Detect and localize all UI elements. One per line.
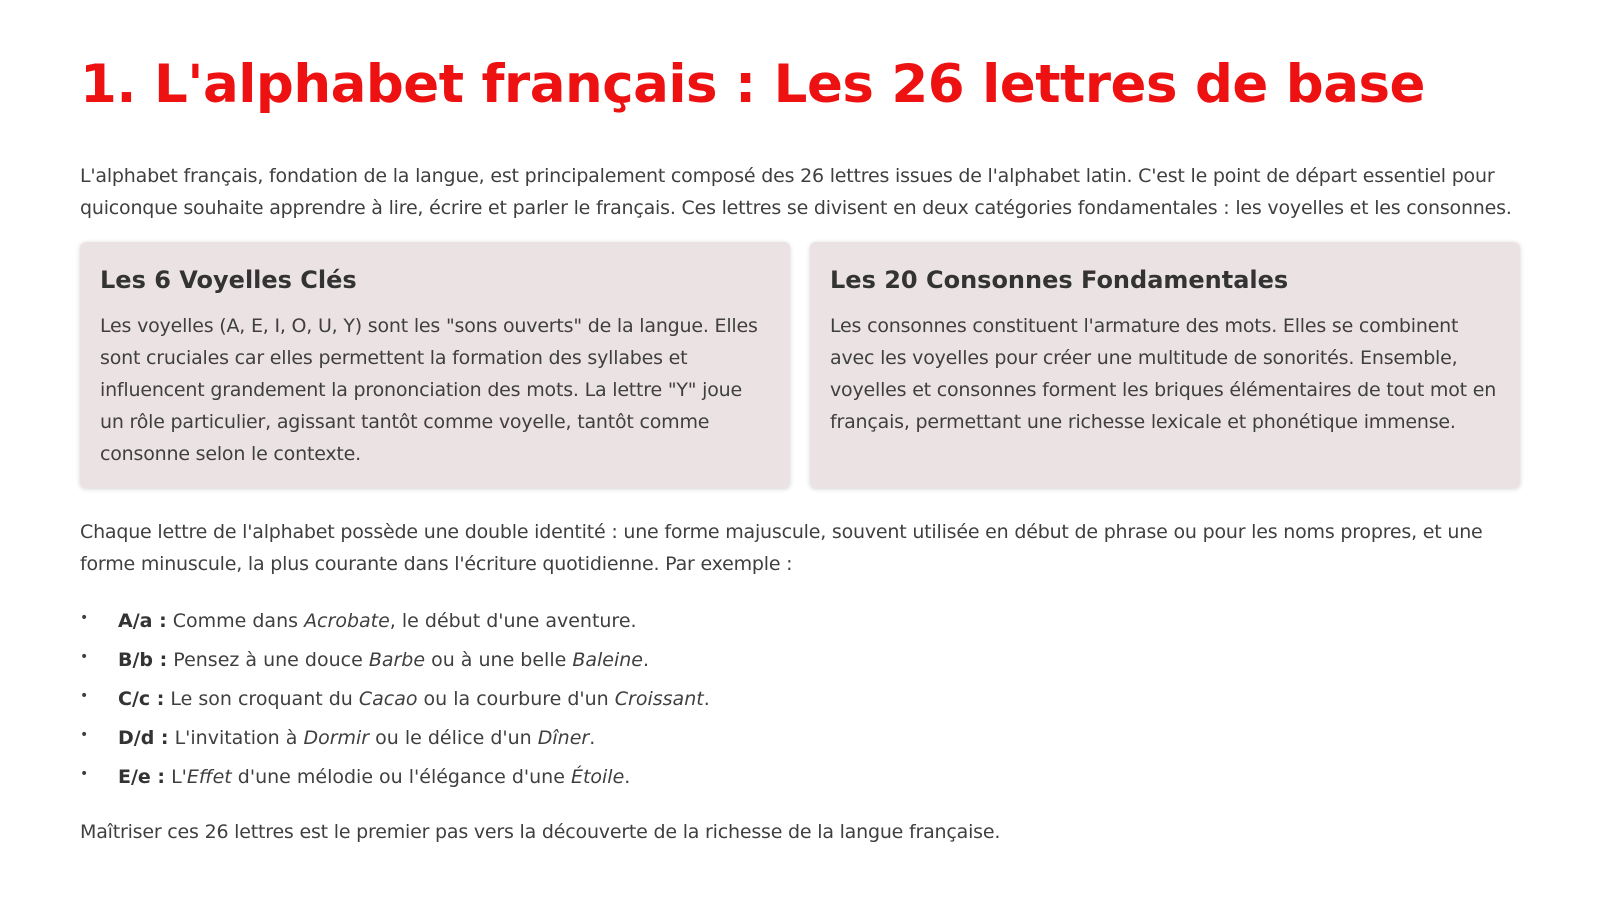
example-text: Le son croquant du xyxy=(164,688,359,710)
list-item xyxy=(80,719,1520,758)
example-word: Acrobate xyxy=(304,610,390,632)
card-vowels-title: Les 6 Voyelles Clés xyxy=(100,266,357,294)
example-word: Croissant xyxy=(614,688,704,710)
bullet-icon: • xyxy=(80,766,89,782)
example-text: ou à une belle xyxy=(425,649,573,671)
example-text: ou le délice d'un xyxy=(369,727,538,749)
page-title: 1. L'alphabet français : Les 26 lettres de base xyxy=(80,54,1426,115)
list-item xyxy=(80,758,1520,797)
list-item xyxy=(80,602,1520,641)
closing-paragraph: Maîtriser ces 26 lettres est le premier pas vers la découverte de la richesse de la langue française. xyxy=(80,821,1001,843)
example-key: C/c : xyxy=(118,688,165,710)
example-word: Dîner xyxy=(537,727,590,749)
list-item xyxy=(80,641,1520,680)
card-vowels xyxy=(80,242,790,488)
bullet-icon: • xyxy=(80,649,89,665)
example-text: . xyxy=(589,727,596,749)
card-consonants xyxy=(810,242,1520,488)
example-text: . xyxy=(624,766,631,788)
example-key: A/a : xyxy=(118,610,167,632)
example-word: Étoile xyxy=(570,766,625,788)
example-word: Barbe xyxy=(368,649,426,671)
example-word: Cacao xyxy=(358,688,418,710)
example-text: Comme dans xyxy=(166,610,305,632)
example-key: B/b : xyxy=(118,649,168,671)
bullet-icon: • xyxy=(80,727,89,743)
card-consonants-text: Les consonnes constituent l'armature des mots. Elles se combinent avec les voyelles pour créer une multitude de sonorités. Ensemble, voyelles et consonnes forment les briques élémentaires de tout mot en français, permettant une richesse lexicale et phonétique immense. xyxy=(830,315,1497,433)
letters-paragraph: Chaque lettre de l'alphabet possède une double identité : une forme majuscule, souvent utilisée en début de phrase ou pour les noms propres, et une forme minuscule, la plus courante dans l'écriture quotidienne. Par exemple : xyxy=(80,521,1483,575)
cards-row xyxy=(80,242,1520,488)
example-text: . xyxy=(703,688,710,710)
example-key: E/e : xyxy=(118,766,166,788)
intro-paragraph: L'alphabet français, fondation de la langue, est principalement composé des 26 lettres issues de l'alphabet latin. C'est le point de départ essentiel pour quiconque souhaite apprendre à lire, écrire et parler le français. Ces lettres se divisent en deux catégories fondamentales : les voyelles et les consonnes. xyxy=(80,165,1512,219)
bullet-icon: • xyxy=(80,688,89,704)
card-vowels-text: Les voyelles (A, E, I, O, U, Y) sont les "sons ouverts" de la langue. Elles sont cruciales car elles permettent la formation des syllabes et influencent grandement la prononciation des mots. La lettre "Y" joue un rôle particulier, agissant tantôt comme voyelle, tantôt comme consonne selon le contexte. xyxy=(100,315,758,465)
example-key: D/d : xyxy=(118,727,169,749)
list-item xyxy=(80,680,1520,719)
card-consonants-title: Les 20 Consonnes Fondamentales xyxy=(830,266,1289,294)
example-text: ou la courbure d'un xyxy=(417,688,615,710)
example-text: . xyxy=(643,649,650,671)
examples-list xyxy=(80,602,1520,797)
example-text: , le début d'une aventure. xyxy=(389,610,637,632)
example-text: L' xyxy=(165,766,187,788)
example-text: d'une mélodie ou l'élégance d'une xyxy=(231,766,571,788)
example-word: Baleine xyxy=(572,649,643,671)
example-text: L'invitation à xyxy=(168,727,304,749)
bullet-icon: • xyxy=(80,610,89,626)
example-text: Pensez à une douce xyxy=(167,649,369,671)
example-word: Effet xyxy=(186,766,232,788)
example-word: Dormir xyxy=(303,727,370,749)
